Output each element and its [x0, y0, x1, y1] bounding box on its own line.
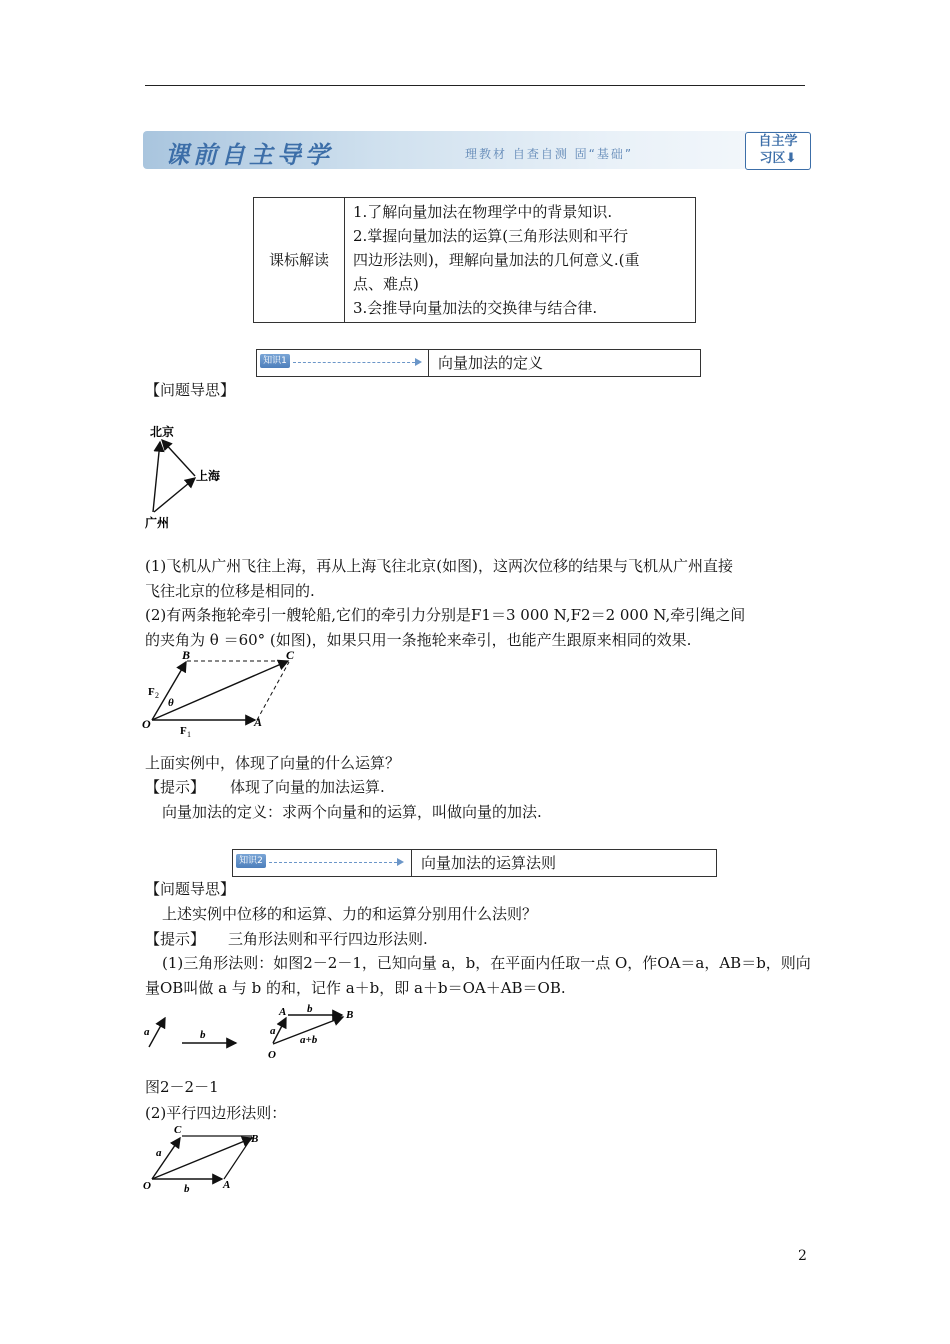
arrow-right-icon	[397, 858, 404, 866]
label-beijing: 北京	[150, 425, 175, 439]
knowledge-divider	[428, 350, 429, 376]
page-number: 2	[798, 1248, 807, 1264]
label-O: O	[143, 1180, 151, 1192]
question-text: 上述实例中位移的和运算、力的和运算分别用什么法则？	[162, 905, 538, 923]
knowledge-tag: 知识1	[260, 354, 290, 368]
label-a: a	[156, 1147, 162, 1159]
triangle-rule-line-1: (1)三角形法则：如图2－2－1，已知向量 a，b，在平面内任取一点 O，作OA＝a，AB＝b，则向	[162, 954, 811, 972]
route-guangzhou-shanghai	[154, 478, 195, 512]
route-guangzhou-beijing	[153, 442, 160, 512]
curriculum-item: 四边形法则)，理解向量加法的几何意义.(重	[353, 251, 640, 269]
route-shanghai-beijing	[162, 440, 195, 476]
knowledge-divider	[411, 850, 412, 876]
knowledge-title: 向量加法的运算法则	[421, 854, 557, 872]
label-theta: θ	[168, 697, 174, 709]
label-B: B	[251, 1133, 259, 1145]
label-C: C	[174, 1124, 182, 1136]
hint-text: 体现了向量的加法运算.	[230, 778, 385, 796]
knowledge-title: 向量加法的定义	[438, 354, 544, 372]
badge-line-2: 习区⬇	[759, 151, 797, 166]
label-F1: F	[180, 725, 187, 737]
label-shanghai: 上海	[196, 469, 221, 483]
parallelogram-rule-diagram	[140, 1122, 270, 1197]
label-b: b	[184, 1183, 190, 1195]
knowledge-point-2	[232, 849, 717, 877]
label-F2-sub: 2	[155, 691, 159, 700]
badge-line-1: 自主学	[758, 134, 798, 149]
label-b: b	[307, 1003, 313, 1015]
label-B: B	[182, 648, 191, 662]
example-2-line-2: 的夹角为 θ ＝60° (如图)，如果只用一条拖轮来牵引，也能产生跟原来相同的效果.	[145, 631, 692, 649]
figure-caption: 图2－2－1	[145, 1078, 219, 1096]
hint-label: 【提示】	[145, 930, 206, 948]
dashed-ac	[257, 662, 289, 720]
vector-resultant	[152, 661, 288, 720]
label-O: O	[142, 717, 151, 731]
vector-a-standalone	[149, 1018, 165, 1047]
self-study-badge	[745, 132, 811, 170]
section-banner	[143, 131, 811, 169]
label-A: A	[254, 715, 263, 729]
guide-heading: 【问题导思】	[145, 880, 236, 898]
curriculum-item: 2.掌握向量加法的运算(三角形法则和平行	[353, 227, 629, 245]
triangle-rule-diagram	[140, 1000, 370, 1065]
force-parallelogram-diagram	[140, 648, 310, 738]
example-2-line-1: (2)有两条拖轮牵引一艘轮船,它们的牵引力分别是F1＝3 000 N,F2＝2 000 N,牵引绳之间	[145, 606, 746, 624]
hint-label: 【提示】	[145, 778, 206, 796]
parallelogram-rule-heading: (2)平行四边形法则：	[145, 1104, 287, 1122]
curriculum-items	[345, 198, 696, 323]
label-F1-sub: 1	[187, 730, 191, 738]
curriculum-key: 课标解读	[254, 198, 345, 323]
label-B: B	[346, 1009, 354, 1021]
definition-text: 向量加法的定义：求两个向量和的运算，叫做向量的加法.	[162, 803, 542, 821]
label-F2: F	[148, 686, 155, 698]
banner-title: 课前自主导学	[165, 141, 333, 169]
hint-text: 三角形法则和平行四边形法则.	[228, 930, 428, 948]
flight-route-diagram	[140, 420, 250, 535]
knowledge-tag: 知识2	[236, 854, 266, 868]
triangle-rule-line-2: 量OB叫做 a 与 b 的和，记作 a＋b，即 a＋b＝OA＋AB＝OB.	[145, 979, 566, 997]
label-a: a	[270, 1025, 276, 1037]
label-A: A	[223, 1179, 231, 1191]
label-guangzhou: 广州	[145, 516, 170, 530]
label-C: C	[286, 648, 295, 662]
label-b: b	[200, 1029, 206, 1041]
label-a: a	[144, 1026, 150, 1038]
knowledge-dashed-line	[293, 362, 415, 363]
knowledge-dashed-line	[269, 862, 397, 863]
knowledge-point-1	[256, 349, 701, 377]
header-rule	[145, 85, 805, 86]
curriculum-item: 1.了解向量加法在物理学中的背景知识.	[353, 203, 613, 221]
arrow-right-icon	[415, 358, 422, 366]
label-A: A	[279, 1006, 287, 1018]
curriculum-item: 3.会推导向量加法的交换律与结合律.	[353, 299, 598, 317]
example-1-line-2: 飞往北京的位移是相同的.	[145, 582, 315, 600]
guide-heading: 【问题导思】	[145, 381, 236, 399]
curriculum-item: 点、难点)	[353, 275, 419, 293]
label-a-plus-b: a+b	[300, 1034, 318, 1046]
banner-subtitle: 理教材 自查自测 固“基础”	[465, 147, 634, 161]
label-O: O	[268, 1049, 276, 1061]
example-1-line-1: (1)飞机从广州飞往上海，再从上海飞往北京(如图)，这两次位移的结果与飞机从广州直接	[145, 557, 733, 575]
curriculum-table	[253, 197, 696, 323]
question-text: 上面实例中，体现了向量的什么运算？	[145, 754, 401, 772]
